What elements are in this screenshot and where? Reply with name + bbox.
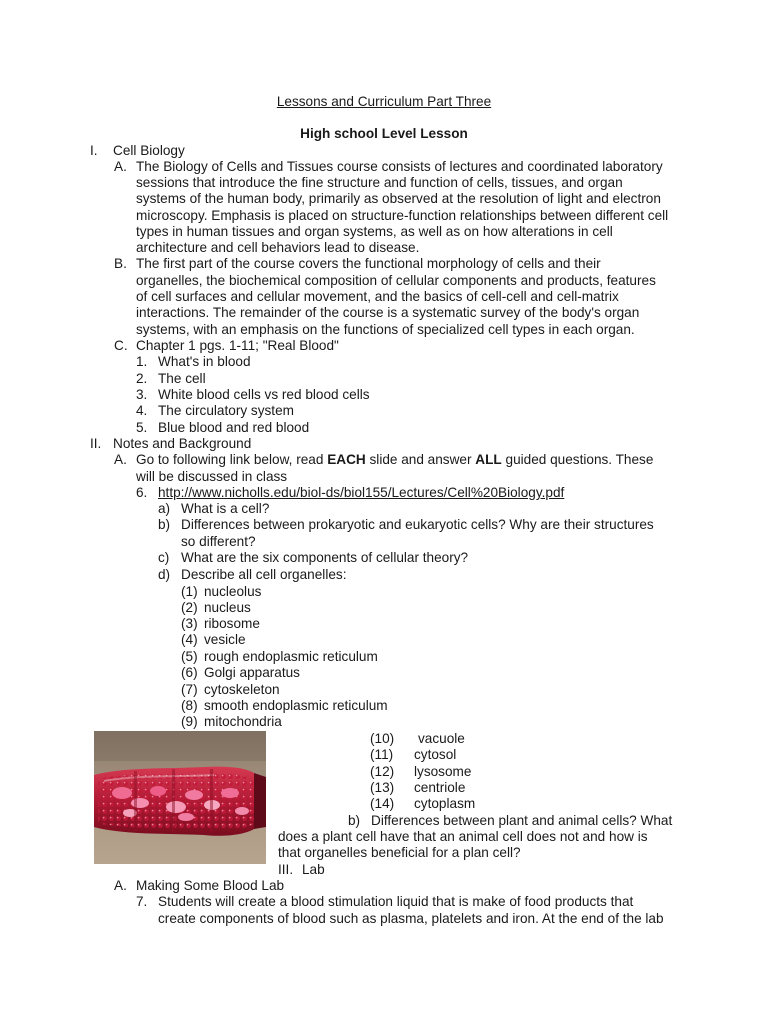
list-item: The cell (158, 371, 206, 386)
organelle-item: Golgi apparatus (204, 665, 300, 680)
organelle-number: (9) (181, 714, 198, 729)
paragraph-line: systems of the human body, primarily as observed at the resolution of light and electron (136, 191, 661, 206)
section-1-c-text: Chapter 1 pgs. 1-11; "Real Blood" (136, 338, 339, 353)
organelle-number: (7) (181, 682, 198, 697)
paragraph-line: The first part of the course covers the functional morphology of cells and their (136, 256, 601, 271)
list-number: 1. (136, 354, 148, 369)
question-text: Describe all cell organelles: (181, 567, 347, 582)
organelle-number: (1) (181, 584, 198, 599)
organelle-item: lysosome (414, 764, 472, 779)
section-3-a-text: Making Some Blood Lab (136, 878, 285, 893)
paragraph-line: The Biology of Cells and Tissues course consists of lectures and coordinated laboratory (136, 159, 663, 174)
paragraph-line: types in human tissues and organ systems, as well as on how alterations in cell (136, 224, 613, 239)
organelle-number: (6) (181, 665, 198, 680)
question-label: d) (158, 567, 171, 582)
organelle-number: (3) (181, 616, 198, 631)
question-text: What are the six components of cellular theory? (181, 550, 469, 565)
organelle-item: nucleus (204, 600, 251, 615)
question-text: Differences between plant and animal cells? What (371, 813, 673, 828)
list-item: What's in blood (158, 354, 251, 369)
question-text: that organelles beneficial for a plan cell? (278, 845, 521, 860)
list-number: 6. (136, 485, 148, 500)
question-label: b) (158, 517, 171, 532)
list-number: 4. (136, 403, 148, 418)
organelle-number: (10) (370, 731, 395, 746)
organelle-item: vesicle (204, 632, 246, 647)
section-1-title: Cell Biology (113, 143, 185, 158)
organelle-item: centriole (414, 780, 466, 795)
section-2-a-text-line2: will be discussed in class (136, 469, 288, 484)
question-text: Differences between prokaryotic and eukaryotic cells? Why are their structures (181, 517, 654, 532)
organelle-item: mitochondria (204, 714, 282, 729)
organelle-item: nucleolus (204, 584, 262, 599)
organelle-item: cytoplasm (414, 796, 476, 811)
cell-biology-pdf-link[interactable]: http://www.nicholls.edu/biol-ds/biol155/Lectures/Cell%20Biology.pdf (158, 485, 565, 500)
paragraph-line: of cell surfaces and cellular movement, and the basics of cell-cell and cell-matrix (136, 289, 619, 304)
emphasis-all: ALL (475, 452, 502, 467)
list-number: 7. (136, 894, 148, 909)
organelle-number: (13) (370, 780, 395, 795)
section-1-c-label: C. (114, 338, 128, 353)
organelle-number: (14) (370, 796, 395, 811)
organelle-number: (8) (181, 698, 198, 713)
paragraph-line: interactions. The remainder of the course is a systematic survey of the body's organ (136, 305, 640, 320)
section-2-a-text: Go to following link below, read EACH slide and answer ALL guided questions. These (136, 452, 654, 467)
paragraph-line: create components of blood such as plasma, platelets and iron. At the end of the lab (158, 911, 664, 926)
question-text: What is a cell? (181, 501, 270, 516)
document-title: Lessons and Curriculum Part Three (276, 94, 492, 109)
organelle-item: cytoskeleton (204, 682, 280, 697)
list-number: 3. (136, 387, 148, 402)
paragraph-line: architecture and cell behaviors lead to disease. (136, 240, 420, 255)
question-text: so different? (181, 534, 256, 549)
organelle-number: (12) (370, 764, 395, 779)
organelle-number: (11) (370, 747, 394, 762)
paragraph-line: systems, with an emphasis on the functions of specialized cell types in each organ. (136, 322, 635, 337)
section-2-number: II. (90, 436, 102, 451)
section-1-number: I. (90, 143, 98, 158)
paragraph-line: sessions that introduce the fine structure and function of cells, tissues, and organ (136, 175, 623, 190)
section-2-a-label: A. (114, 452, 127, 467)
section-1-a-label: A. (114, 159, 127, 174)
organelle-item: cytosol (414, 747, 457, 762)
question-text: does a plant cell have that an animal cell does not and how is (278, 829, 648, 844)
section-3-a-label: A. (114, 878, 127, 893)
section-2-title: Notes and Background (113, 436, 252, 451)
section-1-b-label: B. (114, 256, 127, 271)
list-number: 5. (136, 420, 148, 435)
question-label: b) (348, 813, 361, 828)
question-label: a) (158, 501, 171, 516)
organelle-number: (2) (181, 600, 198, 615)
section-3-number: III. (278, 862, 294, 877)
organelle-item: ribosome (204, 616, 260, 631)
list-item: Blue blood and red blood (158, 420, 310, 435)
emphasis-each: EACH (327, 452, 366, 467)
list-number: 2. (136, 371, 148, 386)
paragraph-line: Students will create a blood stimulation liquid that is make of food products that (158, 894, 634, 909)
question-label: c) (158, 550, 170, 565)
organelle-item: smooth endoplasmic reticulum (204, 698, 388, 713)
organelle-number: (5) (181, 649, 198, 664)
section-3-title: Lab (302, 862, 325, 877)
list-item: White blood cells vs red blood cells (158, 387, 370, 402)
paragraph-line: microscopy. Emphasis is placed on structure-function relationships between different cell (136, 208, 669, 223)
organelle-item: rough endoplasmic reticulum (204, 649, 378, 664)
organelle-item: vacuole (418, 731, 465, 746)
blood-bottle-photo (94, 731, 266, 864)
paragraph-line: organelles, the biochemical composition of cellular components and products, features (136, 273, 656, 288)
lesson-title: High school Level Lesson (300, 126, 468, 141)
organelle-number: (4) (181, 632, 198, 647)
list-item: The circulatory system (158, 403, 294, 418)
blood-bottle-image (94, 731, 266, 864)
